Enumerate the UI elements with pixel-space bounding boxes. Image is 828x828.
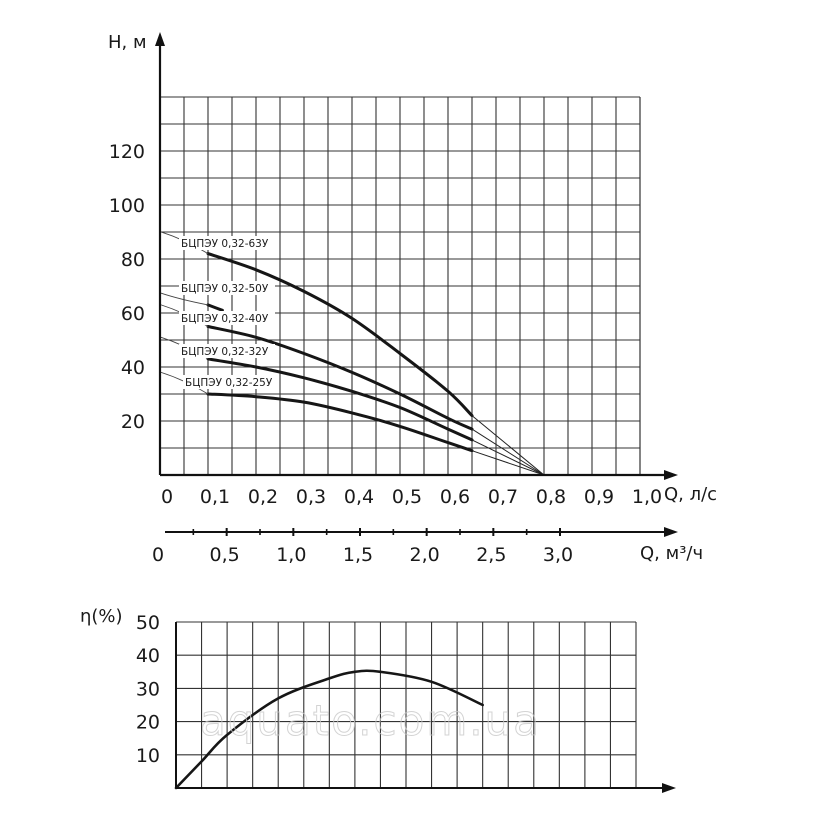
secondary-x-ticks	[152, 528, 573, 566]
secondary-x-axis-arrow	[664, 527, 678, 537]
x-tick-label: 0,6	[439, 486, 471, 508]
y-tick-label: 60	[120, 303, 145, 325]
head-flow-chart	[108, 32, 717, 566]
eff-y-tick-label: 30	[135, 678, 160, 701]
secondary-x-tick-label: 0	[151, 544, 165, 566]
head-curve-2	[208, 305, 222, 310]
x-tick-label: 0,8	[535, 486, 567, 508]
x-tick-label: 0,5	[391, 486, 423, 508]
x-tick-label: 0,7	[487, 486, 519, 508]
x-tick-label: 1,0	[631, 486, 663, 508]
head-y-ticks	[109, 141, 145, 433]
curve-label: БЦПЭУ 0,32-25У	[185, 377, 273, 389]
x-tick-label: 0,1	[199, 486, 231, 508]
x-tick-label: 0,3	[295, 486, 327, 508]
watermark-text: aquato.com.ua	[200, 696, 541, 745]
x-tick-label: 0,2	[247, 486, 279, 508]
x-tick-label: 0,4	[343, 486, 375, 508]
secondary-x-tick-label: 3,0	[542, 544, 574, 566]
eff-y-ticks	[136, 612, 160, 767]
curve-label: БЦПЭУ 0,32-32У	[181, 346, 269, 358]
curve-label: БЦПЭУ 0,32-63У	[181, 238, 269, 250]
y-tick-label: 40	[120, 357, 145, 379]
y-tick-label: 120	[108, 141, 145, 163]
y-tick-label: 20	[120, 411, 145, 433]
secondary-x-tick-label: 2,0	[409, 544, 440, 566]
x-tick-label: 0,9	[583, 486, 615, 508]
eff-y-axis-title: η(%)	[80, 606, 123, 627]
y-tick-label: 80	[120, 249, 145, 271]
y-axis-arrow	[155, 32, 165, 46]
curve-label: БЦПЭУ 0,32-40У	[181, 313, 269, 325]
secondary-x-tick-label: 1,0	[276, 544, 307, 566]
head-x-ticks	[161, 486, 662, 508]
curve-label: БЦПЭУ 0,32-50У	[181, 283, 269, 295]
eff-y-tick-label: 10	[135, 744, 160, 767]
eff-y-tick-label: 40	[135, 645, 160, 668]
eff-y-tick-label: 50	[135, 612, 160, 634]
x-axis-arrow	[664, 470, 678, 480]
x-tick-label: 0	[160, 486, 174, 508]
eff-y-tick-label: 20	[135, 711, 160, 734]
head-curve-4	[208, 359, 472, 440]
head-curve-extension	[472, 429, 544, 475]
eff-x-axis-arrow	[662, 783, 676, 793]
secondary-x-tick-label: 1,5	[342, 544, 374, 566]
secondary-x-tick-label: 0,5	[209, 544, 240, 566]
y-tick-label: 100	[108, 195, 145, 217]
secondary-x-tick-label: 2,5	[476, 544, 507, 566]
head-curve-extension	[472, 451, 544, 475]
secondary-x-axis-title: Q, м³/ч	[640, 543, 704, 564]
y-axis-title: H, м	[108, 32, 147, 53]
x-axis-title: Q, л/с	[664, 484, 718, 505]
